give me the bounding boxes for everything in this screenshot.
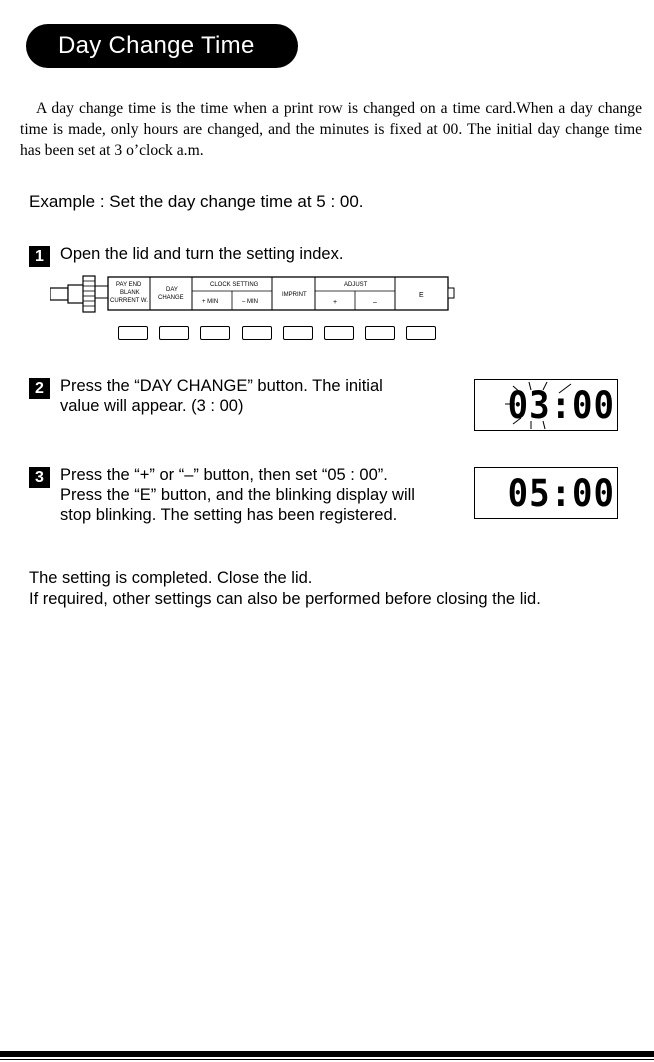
day-label: DAY	[166, 287, 178, 293]
imprint-label: IMPRINT	[282, 292, 307, 298]
footer-rule-thin	[0, 1059, 654, 1060]
setting-index-panel	[50, 272, 460, 322]
example-text: Example : Set the day change time at 5 : 00.	[29, 192, 364, 211]
current-w-label: CURRENT W.	[110, 298, 148, 304]
step-3-line-3: stop blinking. The setting has been registered.	[60, 506, 398, 524]
step-1-badge: 1	[29, 246, 50, 267]
page-title: Day Change Time	[26, 24, 298, 68]
minus-label: –	[373, 299, 377, 306]
e-button[interactable]	[406, 326, 436, 340]
lcd-display-initial	[474, 379, 618, 431]
step-1-text: Open the lid and turn the setting index.	[60, 245, 344, 263]
minus-min-button[interactable]	[242, 326, 272, 340]
pay-end-button[interactable]	[118, 326, 148, 340]
lcd-digits-set: 05:00	[507, 472, 615, 516]
step-3-text	[60, 465, 415, 525]
e-label: E	[419, 292, 424, 299]
closing-text	[29, 568, 541, 610]
lcd-digits-initial: 03:00	[507, 384, 615, 428]
plus-button[interactable]	[324, 326, 354, 340]
blank-label: BLANK	[120, 290, 140, 296]
adjust-label: ADJUST	[344, 282, 368, 288]
closing-line-2: If required, other settings can also be performed before closing the lid.	[29, 590, 541, 608]
clock-setting-label: CLOCK SETTING	[210, 282, 259, 288]
intro-paragraph: A day change time is the time when a print row is changed on a time card.When a day change time is made, only hours are changed, and the minutes is fixed at 00. The initial day change time has been set at 3 o’clock a.m.	[20, 100, 642, 159]
minus-min-label: – MIN	[242, 299, 259, 305]
button-row	[118, 326, 434, 340]
step-2-line-2: value will appear. (3 : 00)	[60, 397, 244, 415]
closing-line-1: The setting is completed. Close the lid.	[29, 569, 313, 587]
step-2-badge: 2	[29, 378, 50, 399]
plus-min-button[interactable]	[200, 326, 230, 340]
setting-index-dial[interactable]	[83, 276, 95, 312]
change-label: CHANGE	[158, 295, 184, 301]
step-2-line-1: Press the “DAY CHANGE” button. The initial	[60, 377, 383, 395]
step-2-text	[60, 376, 383, 416]
step-3-line-1: Press the “+” or “–” button, then set “05 : 00”.	[60, 466, 388, 484]
plus-min-label: + MIN	[202, 299, 219, 305]
step-3-badge: 3	[29, 467, 50, 488]
lcd-display-set	[474, 467, 618, 519]
plus-label: +	[333, 299, 338, 306]
day-change-button[interactable]	[159, 326, 189, 340]
footer-rule	[0, 1051, 654, 1057]
minus-button[interactable]	[365, 326, 395, 340]
pay-end-label: PAY END	[116, 282, 142, 288]
step-3-line-2: Press the “E” button, and the blinking display will	[60, 486, 415, 504]
imprint-button[interactable]	[283, 326, 313, 340]
